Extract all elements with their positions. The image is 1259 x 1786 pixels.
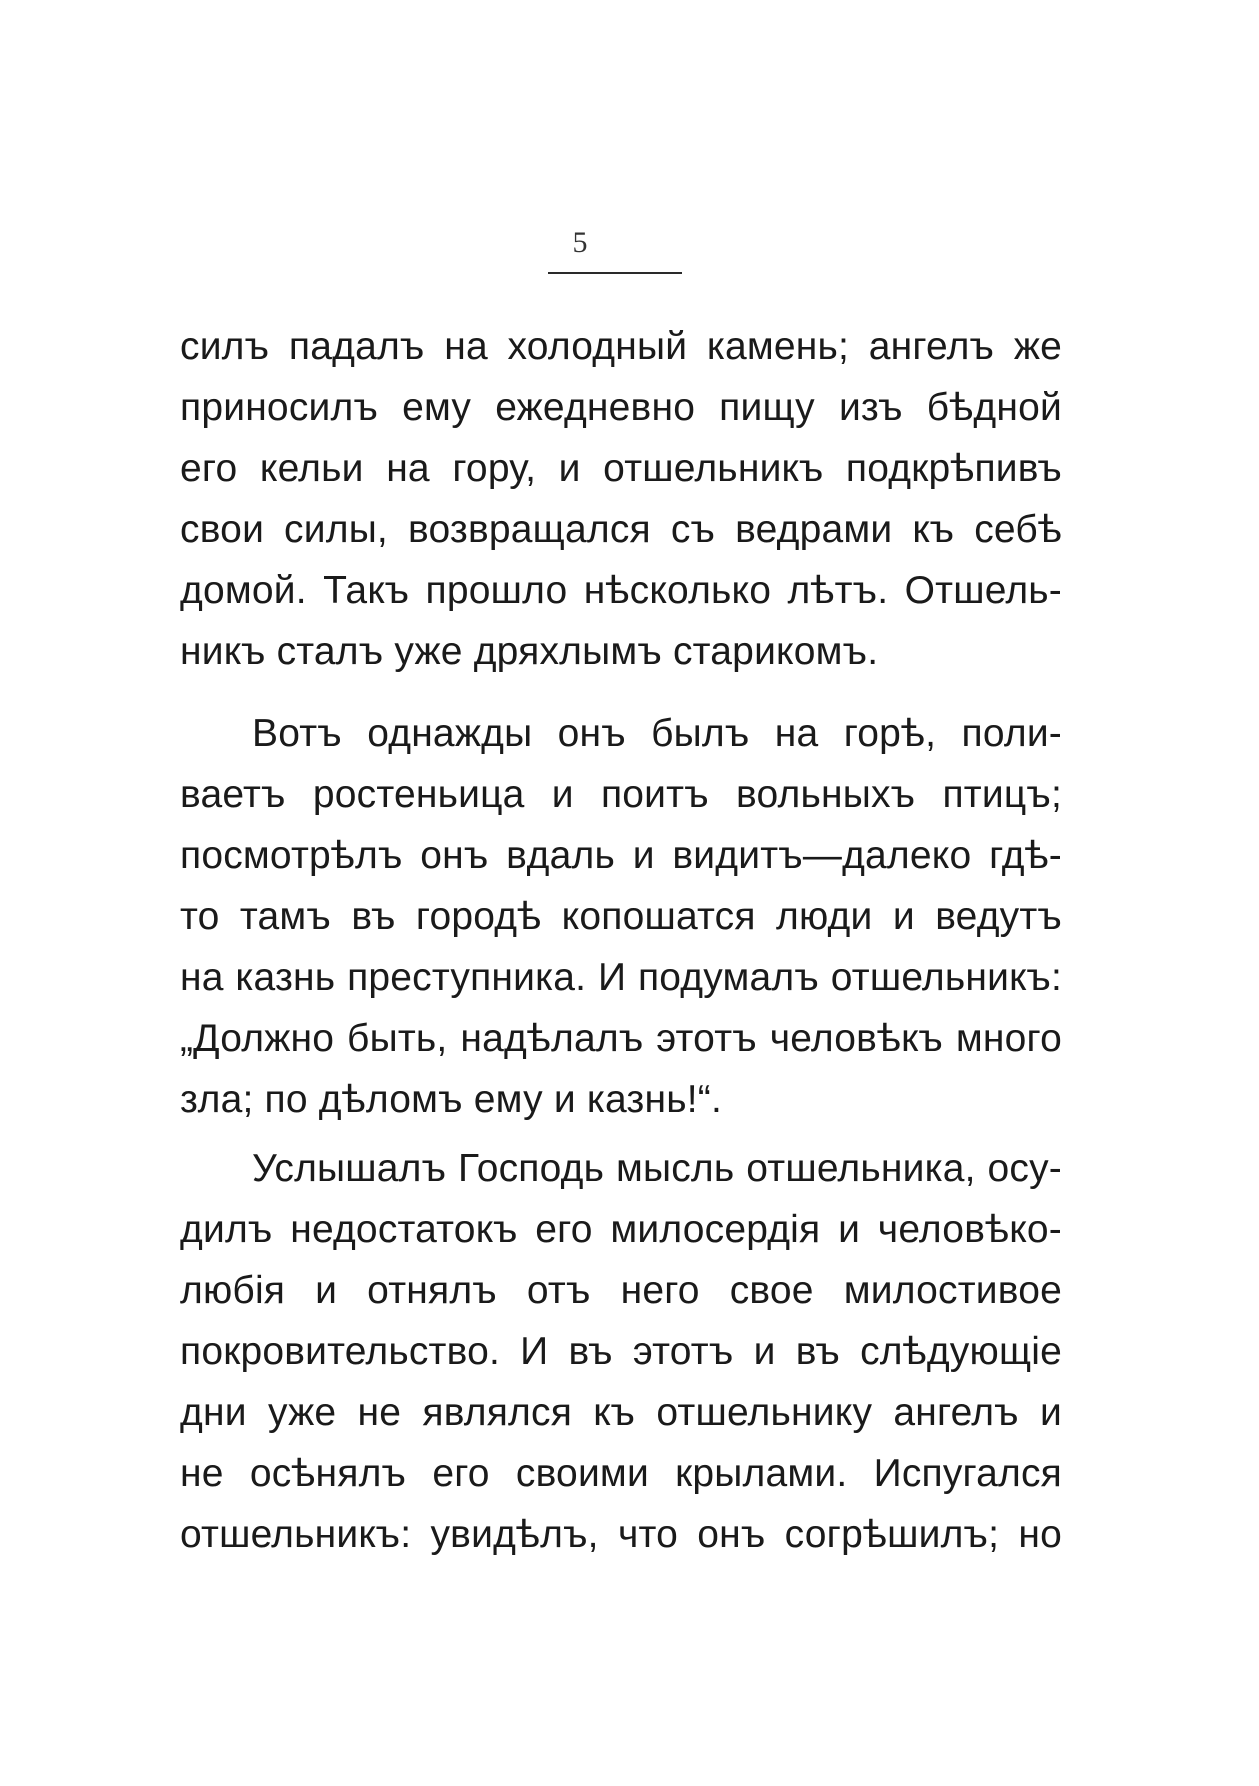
text-line: ваетъ ростеньица и поитъ вольныхъ птицъ; bbox=[180, 773, 1062, 816]
text-line: отшельникъ: увидѣлъ, что онъ согрѣшилъ; но bbox=[180, 1513, 1062, 1556]
text-line: любія и отнялъ отъ него свое милостивое bbox=[180, 1269, 1062, 1312]
text-line: дилъ недостатокъ его милосердія и человѣко- bbox=[180, 1208, 1062, 1251]
paragraph-1 bbox=[180, 316, 1062, 682]
text-line: то тамъ въ городѣ копошатся люди и ведутъ bbox=[180, 895, 1062, 938]
text-line: его кельи на гору, и отшельникъ подкрѣпивъ bbox=[180, 447, 1062, 490]
text-line: „Должно быть, надѣлалъ этотъ человѣкъ много bbox=[180, 1017, 1062, 1060]
text-line: силъ падалъ на холодный камень; ангелъ же bbox=[180, 325, 1062, 368]
text-line: Услышалъ Господь мысль отшельника, осу- bbox=[252, 1147, 1062, 1190]
text-line: покровительство. И въ этотъ и въ слѣдующіе bbox=[180, 1330, 1062, 1373]
text-line: на казнь преступника. И подумалъ отшельникъ: bbox=[180, 956, 1062, 999]
paragraph-2 bbox=[180, 703, 1062, 1130]
text-line: свои силы, возвращался съ ведрами къ себѣ bbox=[180, 508, 1062, 551]
text-line: не осѣнялъ его своими крылами. Испугался bbox=[180, 1452, 1062, 1495]
text-line: никъ сталъ уже дряхлымъ старикомъ. bbox=[180, 630, 879, 673]
header-rule bbox=[548, 272, 682, 274]
text-line: посмотрѣлъ онъ вдаль и видитъ—далеко гдѣ- bbox=[180, 834, 1062, 877]
page-number: 5 bbox=[572, 226, 588, 259]
text-line: зла; по дѣломъ ему и казнь!“. bbox=[180, 1078, 723, 1121]
paragraph-3 bbox=[180, 1138, 1062, 1565]
text-line: приносилъ ему ежедневно пищу изъ бѣдной bbox=[180, 386, 1062, 429]
text-line: Вотъ однажды онъ былъ на горѣ, поли- bbox=[252, 712, 1062, 755]
text-line: дни уже не являлся къ отшельнику ангелъ и bbox=[180, 1391, 1062, 1434]
text-line: домой. Такъ прошло нѣсколько лѣтъ. Отшель- bbox=[180, 569, 1062, 612]
